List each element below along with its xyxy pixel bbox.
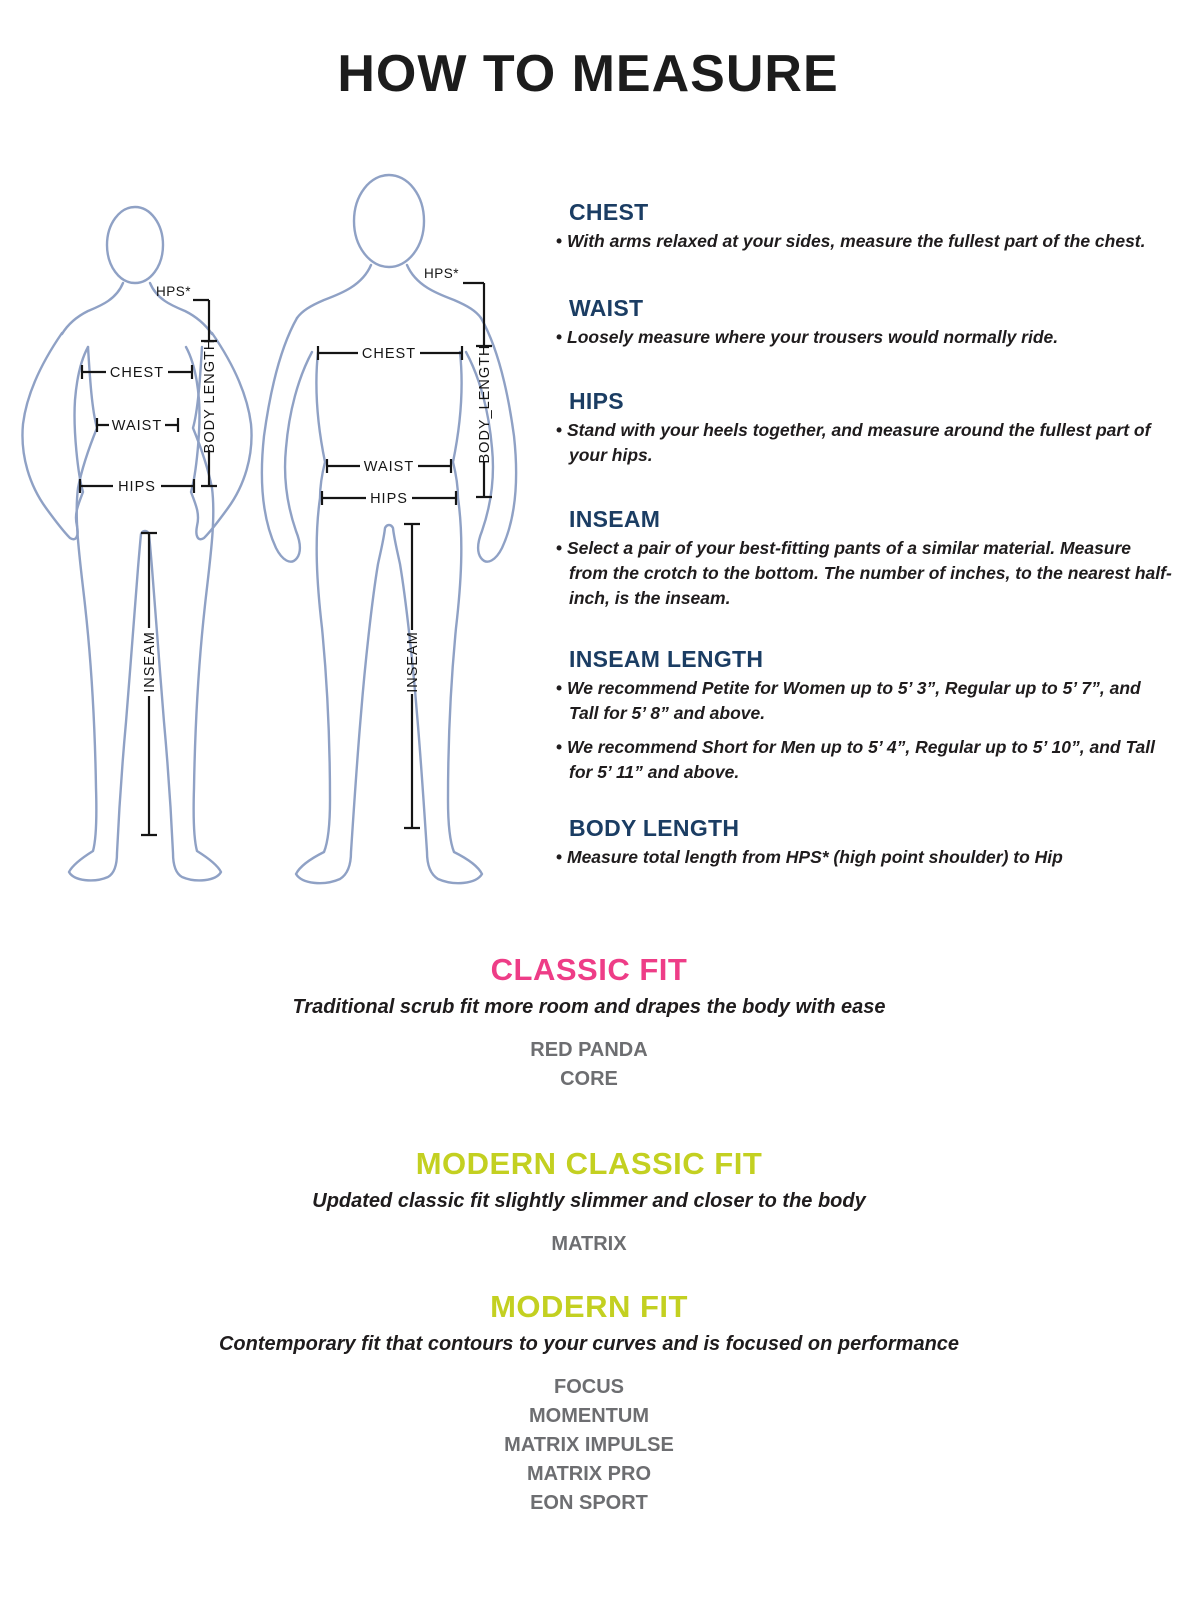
instruction-heading: BODY LENGTH (569, 815, 740, 841)
fit-name: CLASSIC FIT (490, 952, 688, 987)
female-waist-label: WAIST (111, 418, 163, 434)
instruction-bullet: • Measure total length from HPS* (high point shoulder) to Hip (556, 845, 1174, 870)
page-title: HOW TO MEASURE (337, 45, 839, 103)
female-inseam-label: INSEAM (142, 631, 158, 693)
male-hps-label: HPS* (423, 266, 459, 281)
male-inseam-label: INSEAM (405, 631, 421, 693)
instruction-hips (556, 387, 1174, 468)
male-waist-label: WAIST (363, 459, 415, 475)
figure-female (22, 207, 251, 880)
fit-product: EON SPORT (530, 1492, 648, 1514)
fit-product: CORE (560, 1068, 618, 1090)
fit-product: MATRIX IMPULSE (504, 1434, 674, 1456)
instruction-heading: INSEAM (569, 506, 661, 532)
female-body-length-label: BODY LENGTH (202, 338, 218, 454)
instruction-heading: HIPS (569, 388, 624, 414)
fit-product-list (0, 1036, 1178, 1094)
fit-product: MATRIX PRO (526, 1463, 652, 1485)
fit-name: MODERN CLASSIC FIT (415, 1146, 763, 1181)
fit-description: Traditional scrub fit more room and drapes the body with ease (292, 996, 886, 1018)
fit-product: MATRIX (551, 1233, 627, 1255)
fit-product: RED PANDA (530, 1039, 648, 1061)
measure-instructions (556, 198, 1174, 907)
fit-modern (0, 1289, 1178, 1518)
female-hips-label: HIPS (118, 479, 156, 495)
male-body-length-label: BODY_LENGTH (477, 344, 493, 464)
instruction-body-length (556, 814, 1174, 870)
fit-description: Contemporary fit that contours to your curves and is focused on performance (218, 1333, 960, 1355)
male-arm-left (262, 318, 312, 562)
fit-guide (0, 952, 1178, 1570)
instruction-heading: WAIST (569, 295, 644, 321)
male-neck-shoulder-left (297, 265, 371, 318)
fit-classic (0, 952, 1178, 1094)
instruction-bullet: • Loosely measure where your trousers would normally ride. (556, 325, 1174, 350)
female-arm-left (22, 333, 88, 539)
figure-male (262, 175, 516, 883)
female-chest-label: CHEST (109, 365, 165, 381)
fit-modern-classic (0, 1146, 1178, 1259)
instruction-chest (556, 198, 1174, 254)
measurement-diagram (0, 0, 560, 910)
male-hips-label: HIPS (370, 491, 408, 507)
fit-product: MOMENTUM (529, 1405, 649, 1427)
fit-product: FOCUS (554, 1376, 624, 1398)
fit-name: MODERN FIT (490, 1289, 688, 1324)
instruction-inseam-length (556, 645, 1174, 785)
instruction-bullet: • Select a pair of your best-fitting pants of a similar material. Measure from the crotch to the bottom. The number of inches, to the nearest half-inch, is the inseam. (556, 536, 1174, 611)
fit-description: Updated classic fit slightly slimmer and closer to the body (312, 1190, 866, 1212)
instruction-waist (556, 294, 1174, 350)
instruction-heading: INSEAM LENGTH (569, 646, 764, 672)
male-chest-label: CHEST (361, 346, 417, 362)
female-neck-shoulder-left (62, 283, 123, 334)
fit-product-list (0, 1373, 1178, 1518)
male-body-outline (296, 352, 482, 883)
female-hps-label: HPS* (155, 284, 191, 299)
instruction-bullet: • We recommend Petite for Women up to 5’ 3”, Regular up to 5’ 7”, and Tall for 5’ 8” and above. (556, 676, 1174, 726)
fit-product-list (0, 1230, 1178, 1259)
instruction-inseam (556, 505, 1174, 611)
instruction-bullet: • We recommend Short for Men up to 5’ 4”, Regular up to 5’ 10”, and Tall for 5’ 11” and above. (556, 735, 1174, 785)
instruction-bullet: • Stand with your heels together, and measure around the fullest part of your hips. (556, 418, 1174, 468)
female-head (107, 207, 163, 283)
male-head (354, 175, 424, 267)
instruction-bullet: • With arms relaxed at your sides, measure the fullest part of the chest. (556, 229, 1174, 254)
instruction-heading: CHEST (569, 199, 649, 225)
